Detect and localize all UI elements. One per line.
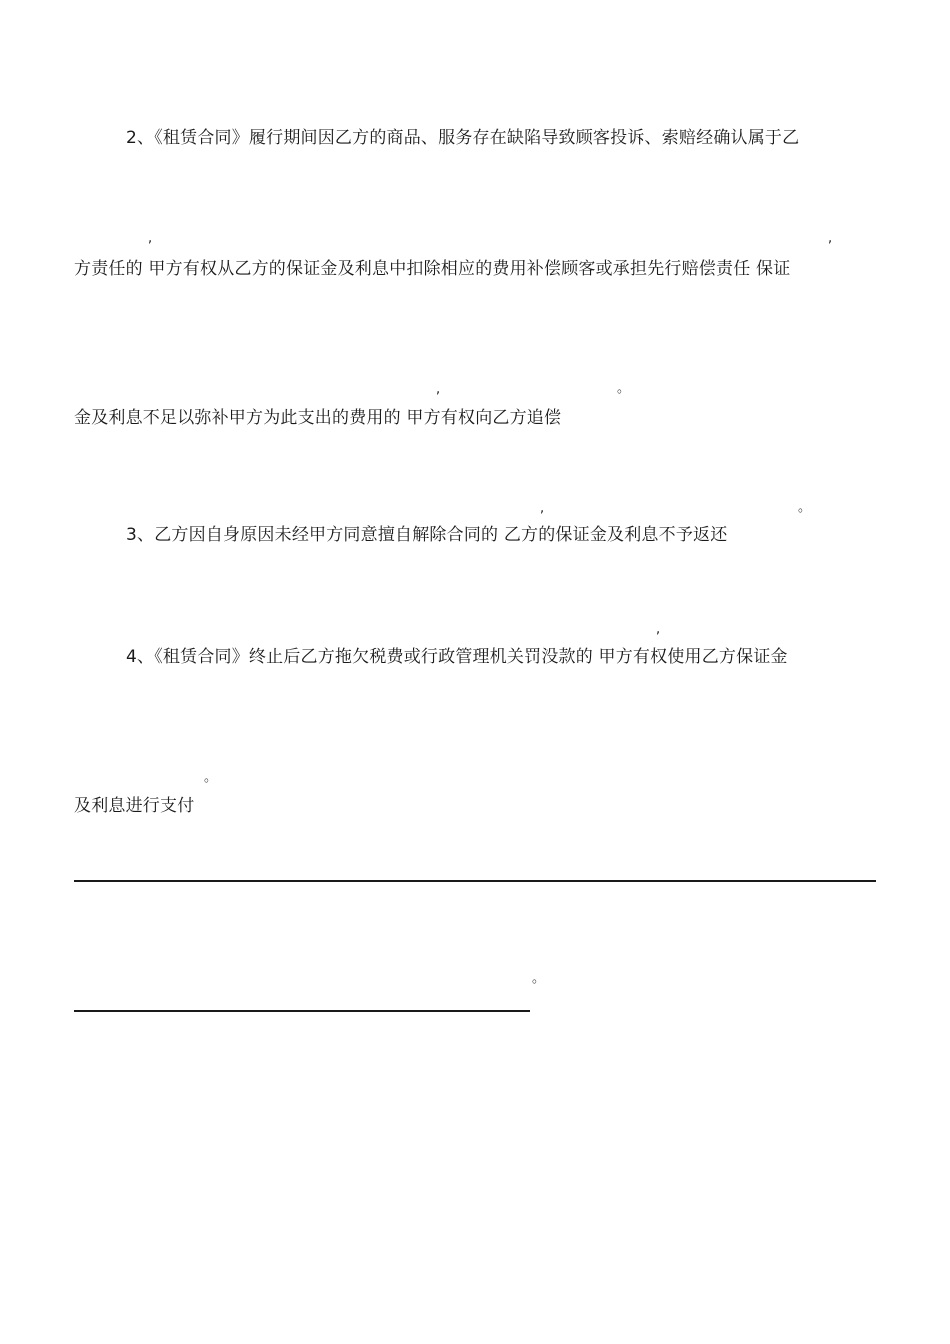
punct-comma: , (148, 231, 153, 246)
clause-2-line-2: 方责任的 甲方有权从乙方的保证金及利息中扣除相应的费用补偿顾客或承担先行赔偿责任 保证 (74, 259, 791, 279)
fill-in-rule (74, 1010, 530, 1012)
clause-4-line-1: 4、《租赁合同》终止后乙方拖欠税费或行政管理机关罚没款的 甲方有权使用乙方保证金 (126, 647, 788, 667)
clause-4-line-2: 及利息进行支付 (74, 796, 195, 816)
punct-comma: , (436, 382, 441, 397)
clause-2-line-1: 2、《租赁合同》履行期间因乙方的商品、服务存在缺陷导致顾客投诉、索赔经确认属于乙 (126, 128, 800, 148)
fill-in-rule (74, 880, 876, 882)
punct-period: 。 (798, 500, 812, 515)
punct-comma: , (656, 622, 661, 637)
clause-2-line-3: 金及利息不足以弥补甲方为此支出的费用的 甲方有权向乙方追偿 (74, 408, 562, 428)
punct-comma: , (828, 231, 833, 246)
punct-period: 。 (532, 971, 546, 986)
punct-comma: , (540, 501, 545, 516)
punct-period: 。 (204, 770, 218, 785)
clause-3-line-1: 3、乙方因自身原因未经甲方同意擅自解除合同的 乙方的保证金及利息不予返还 (126, 525, 728, 545)
punct-period: 。 (617, 381, 631, 396)
